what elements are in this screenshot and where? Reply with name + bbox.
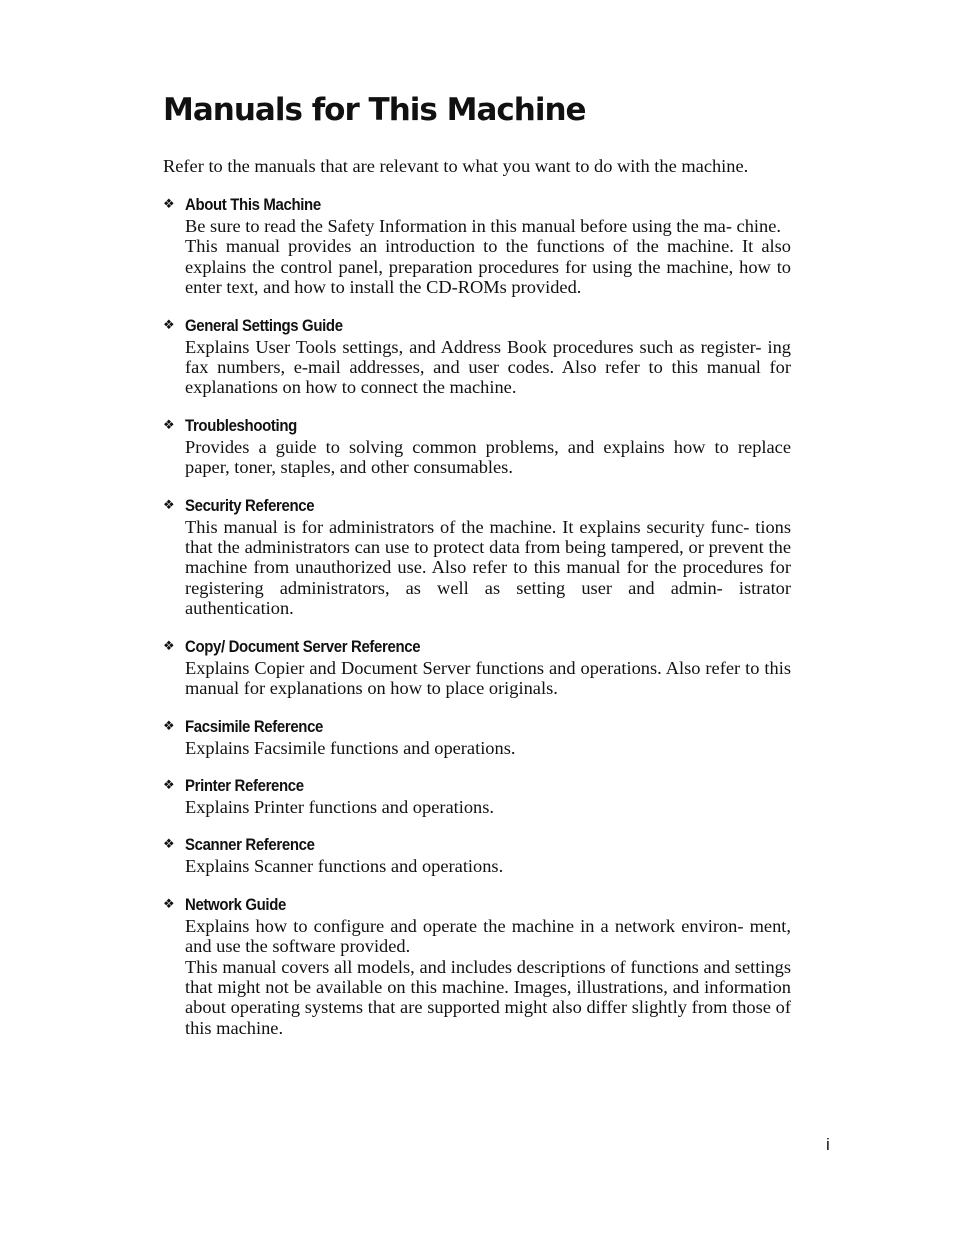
page-number: i [826,1135,830,1154]
section-paragraph: Explains Facsimile functions and operations. [185,737,516,758]
section-paragraph: Explains Printer functions and operations. [185,796,495,817]
manual-section [163,636,791,699]
section-title: Network Guide [185,894,286,914]
section-paragraph: This manual is for administrators of the machine. It explains security func- tions that the administrators can use to protect data from being tampered, or prevent the machine from unauthorized use. Also refer to this manual for the procedures for registering administrators, as well as setting user and admin- istrator authentication. [185,516,791,619]
section-title: Copy/ Document Server Reference [185,636,421,656]
section-body [185,856,791,876]
section-title: Scanner Reference [185,835,315,855]
section-paragraph: This manual covers all models, and includes descriptions of functions and settings that might not be available on this machine. Images, illustrations, and information about operating systems that are supported might also differ slightly from those of this machine. [185,956,791,1038]
section-heading [163,894,791,916]
diamond-bullet-icon: ❖ [163,417,175,433]
diamond-bullet-icon: ❖ [163,497,175,513]
section-paragraph: Provides a guide to solving common problems, and explains how to replace paper, toner, staples, and other consumables. [185,436,791,478]
section-body [185,437,791,478]
manual-section [163,194,791,298]
diamond-bullet-icon: ❖ [163,896,175,912]
diamond-bullet-icon: ❖ [163,197,175,212]
manual-section [163,894,791,1038]
section-title: General Settings Guide [185,315,343,335]
diamond-bullet-icon: ❖ [163,837,175,853]
section-paragraph: Explains User Tools settings, and Address Book procedures such as register- ing fax numbers, e-mail addresses, and user codes. Also refer to this manual for explanations on how to connect the machine. [185,336,791,398]
diamond-bullet-icon: ❖ [163,718,175,734]
section-heading [163,834,791,856]
section-heading [163,775,791,797]
diamond-bullet-icon: ❖ [163,638,175,654]
section-heading [163,415,791,437]
manual-section [163,315,791,398]
section-title: Security Reference [185,495,315,515]
section-title: Facsimile Reference [185,716,324,736]
section-heading [163,716,791,738]
section-paragraph: Be sure to read the Safety Information in this manual before using the ma- chine. [185,216,781,236]
section-title: Troubleshooting [185,415,297,435]
section-heading [163,315,791,337]
manual-section [163,495,791,619]
manual-section [163,716,791,758]
section-title: About This Machine [185,195,321,214]
section-heading [163,495,791,517]
section-title: Printer Reference [185,775,304,795]
manual-section [163,834,791,876]
section-body [185,658,791,699]
section-body [185,738,791,758]
section-body [185,797,791,817]
section-body [185,337,791,398]
manual-list [163,194,791,1055]
section-body [185,517,791,619]
section-body [185,216,791,298]
section-paragraph: This manual provides an introduction to the functions of the machine. It also explains the control panel, preparation procedures for using the machine, how to enter text, and how to install the CD-ROMs provided. [185,236,791,298]
section-paragraph: Explains how to configure and operate the machine in a network environ- ment, and use the software provided. [185,915,791,957]
section-body [185,916,791,1038]
manual-section [163,775,791,817]
diamond-bullet-icon: ❖ [163,317,175,333]
section-heading [163,194,791,216]
intro-text: Refer to the manuals that are relevant to what you want to do with the machine. [163,156,749,176]
manual-section [163,415,791,478]
diamond-bullet-icon: ❖ [163,777,175,793]
section-paragraph: Explains Scanner functions and operations. [185,856,504,877]
section-paragraph: Explains Copier and Document Server functions and operations. Also refer to this manual for explanations on how to place originals. [185,657,791,699]
section-heading [163,636,791,658]
page-title: Manuals for This Machine [163,92,586,128]
